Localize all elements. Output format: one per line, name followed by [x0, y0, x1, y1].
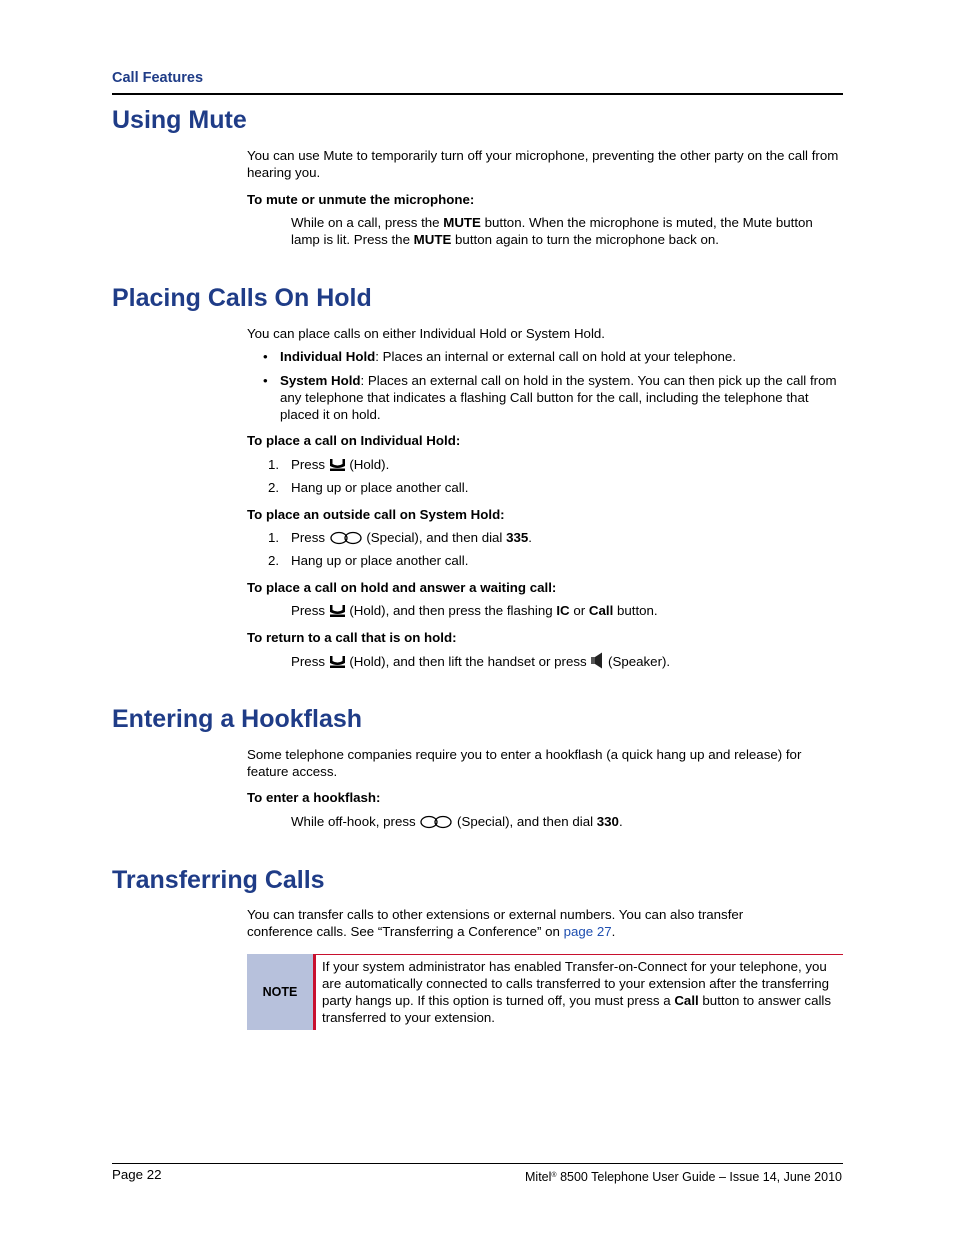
transfer-intro: You can transfer calls to other extensions or external numbers. You can also transfer conference calls. See “Transferring a Conference” on page 27.: [247, 907, 744, 939]
page-number: Page 22: [112, 1167, 162, 1182]
step-number: 2.: [268, 553, 280, 568]
hold-procedure-system: To place an outside call on System Hold:: [247, 507, 505, 522]
footer-guide-title: Mitel® 8500 Telephone User Guide – Issue 14, June 2010: [525, 1170, 842, 1184]
mute-procedure-title: To mute or unmute the microphone:: [247, 192, 475, 207]
hold-intro: You can place calls on either Individual Hold or System Hold.: [247, 326, 605, 341]
step-hang-up: Hang up or place another call.: [291, 553, 469, 568]
mute-intro: You can use Mute to temporarily turn off your microphone, preventing the other party on the call from hearing you.: [247, 148, 839, 180]
hold-icon: [329, 603, 346, 618]
step-number: 2.: [268, 480, 280, 495]
page-27-link[interactable]: page 27: [563, 924, 612, 939]
step-answer-waiting: Press (Hold), and then press the flashing IC or Call button.: [291, 603, 658, 618]
hookflash-step: While off-hook, press (Special), and then dial 330.: [291, 814, 623, 829]
note-text: If your system administrator has enabled Transfer-on-Connect for your telephone, you are automatically connected to calls transferred to your extension after the transferring party hangs up. If this option is turned off, you must press a Call button to answer calls transferred to your extension.: [322, 959, 832, 1025]
speaker-icon: [590, 652, 604, 669]
note-accent-bar: [313, 954, 316, 1030]
step-number: 1.: [268, 530, 280, 545]
note-box: [247, 954, 843, 1030]
footer-rule: [112, 1163, 843, 1164]
section-title-transfer: Transferring Calls: [112, 866, 325, 894]
hold-icon: [329, 457, 346, 472]
hold-procedure-answer-waiting: To place a call on hold and answer a waiting call:: [247, 580, 557, 595]
special-icon: [419, 815, 453, 829]
step-number: 1.: [268, 457, 280, 472]
step-press-hold: Press (Hold).: [291, 457, 390, 472]
section-title-hookflash: Entering a Hookflash: [112, 705, 363, 733]
step-press-special: Press (Special), and then dial 335.: [291, 530, 532, 545]
note-label: NOTE: [247, 954, 313, 1030]
section-title-mute: Using Mute: [112, 106, 247, 134]
hookflash-intro: Some telephone companies require you to enter a hookflash (a quick hang up and release) for feature access.: [247, 747, 802, 779]
bullet-icon: •: [263, 349, 268, 364]
hold-procedure-individual: To place a call on Individual Hold:: [247, 433, 461, 448]
section-title-hold: Placing Calls On Hold: [112, 284, 372, 312]
hold-icon: [329, 654, 346, 669]
bullet-icon: •: [263, 373, 268, 388]
bullet-system-hold: System Hold: Places an external call on hold in the system. You can then pick up the call from any telephone that indicates a flashing Call button for the call, including the telephone that placed it on hold.: [280, 373, 837, 422]
step-return-call: Press (Hold), and then lift the handset or press (Speaker).: [291, 654, 671, 669]
step-hang-up: Hang up or place another call.: [291, 480, 469, 495]
running-head: Call Features: [112, 70, 204, 86]
special-icon: [329, 531, 363, 545]
note-top-rule: [316, 954, 843, 955]
header-rule: [112, 93, 843, 95]
bullet-individual-hold: Individual Hold: Places an internal or external call on hold at your telephone.: [280, 349, 737, 364]
hold-procedure-return: To return to a call that is on hold:: [247, 630, 457, 645]
mute-step: While on a call, press the MUTE button. When the microphone is muted, the Mute button lamp is lit. Press the MUTE button again to turn the microphone back on.: [291, 215, 813, 247]
hookflash-procedure-title: To enter a hookflash:: [247, 790, 381, 805]
